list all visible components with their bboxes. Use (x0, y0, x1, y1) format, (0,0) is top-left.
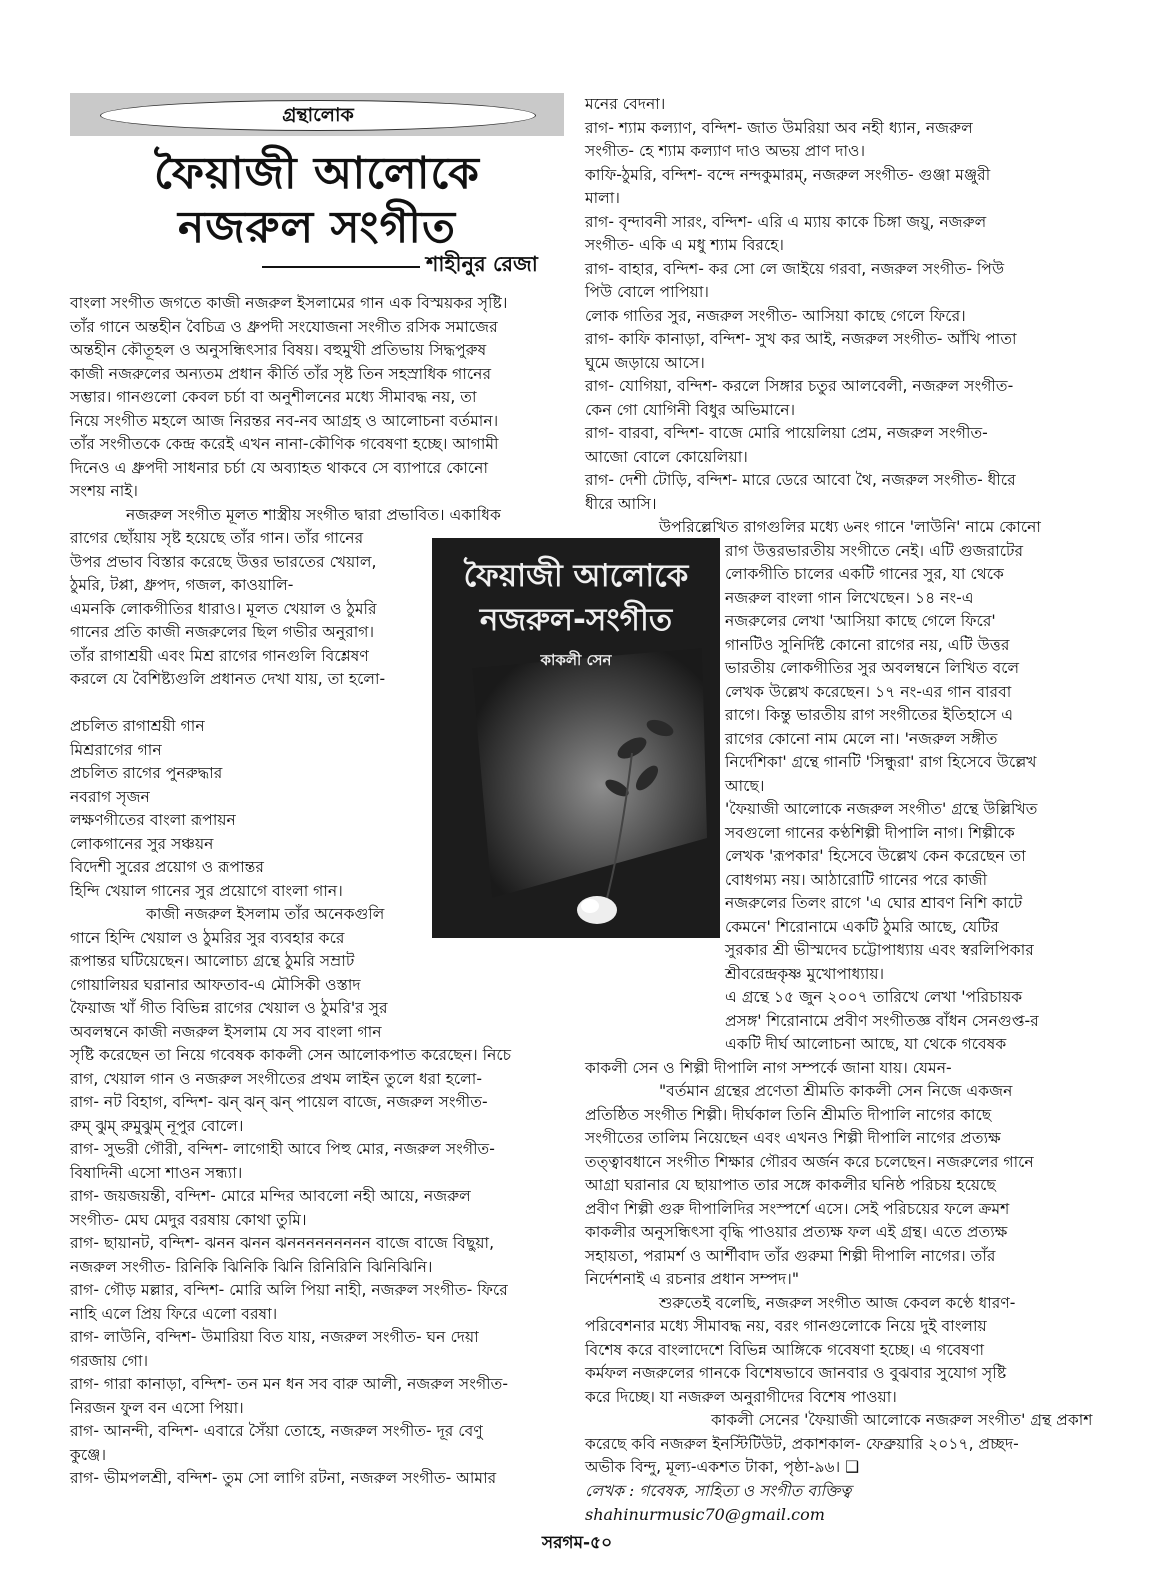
raga-line: লোক গাতির সুর, নজরুল সংগীত- আসিয়া কাছে গেলে ফিরে। (585, 306, 966, 325)
text-line: তাঁর সংগীতকে কেন্দ্র করেই এখন নানা-কৌণিক গবেষণা হচ্ছে। আগামী (70, 435, 499, 453)
text-line: বিশেষ করে বাংলাদেশে বিভিন্ন আঙ্গিকে গবেষণা হচ্ছে। এ গবেষণা (585, 1340, 985, 1359)
feature-item: মিশ্ররাগের গান (70, 740, 162, 759)
text-line: লেখক 'রূপকার' হিসেবে উল্লেখ কেন করেছেন তা (725, 847, 1026, 865)
text-line: গানটিও সুনির্দিষ্ট কোনো রাগের নয়, এটি উত্তর (725, 635, 1010, 654)
raga-line: রাগ- বারবা, বন্দিশ- বাজে মোরি পায়েলিয়া প্রেম, নজরুল সংগীত- (585, 424, 988, 442)
text-line: অভীক বিন্দু, মূল্য-একশত টাকা, পৃষ্ঠা-৯৬। ❑ (585, 1458, 860, 1476)
raga-line: সংগীত- একি এ মধু শ্যাম বিরহে। (585, 236, 784, 254)
quote-line: আগ্রা ঘরানার যে ছায়াপাত তার সঙ্গে কাকলীর ঘনিষ্ঠ পরিচয় হয়েছে (585, 1176, 996, 1194)
paragraph-2-first-line: নজরুল সংগীত মূলত শাস্ত্রীয় সংগীত দ্বারা প্রভাবিত। একাধিক (126, 505, 501, 524)
text-line: রাগ, খেয়াল গান ও নজরুল সংগীতের প্রথম লাইন তুলে ধরা হলো- (70, 1069, 482, 1088)
text-line: তাঁর রাগাশ্রয়ী এবং মিশ্র রাগের গানগুলি বিশ্লেষণ (70, 646, 369, 665)
quote-line: প্রবীণ শিল্পী গুরু দীপালিদির সংস্পর্শে এসে। সেই পরিচয়ের ফলে ক্রমশ (585, 1199, 1010, 1218)
raga-line: নিরজন ফুল বন এসো পিয়া। (70, 1398, 244, 1417)
raga-line: রাগ- বাহার, বন্দিশ- কর সো লে জাইয়ে গরবা, নজরুল সংগীত- পিউ (585, 259, 1005, 278)
raga-line: সংগীত- হে শ্যাম কল্যাণ দাও অভয় প্রাণ দাও। (585, 142, 866, 160)
text-line: সুরকার শ্রী ভীস্মদেব চট্টোপাধ্যায় এবং স্বরলিপিকার (725, 941, 1034, 959)
raga-line: কাফি-ঠুমরি, বন্দিশ- বন্দে নন্দকুমারম্, নজরুল সংগীত- গুঞ্জা মঞ্জুরী (585, 165, 991, 184)
text-line: বাংলা সংগীত জগতে কাজী নজরুল ইসলামের গান এক বিস্ময়কর সৃষ্টি। (70, 294, 508, 312)
text-line: গোয়ালিয়র ঘরানার আফতাব-এ মৌসিকী ওস্তাদ (70, 975, 361, 994)
feature-item: বিদেশী সুরের প্রয়োগ ও রূপান্তর (70, 858, 264, 876)
text-line: লোকগীতি চালের একটি গানের সুর, যা থেকে (725, 565, 1004, 583)
raga-list-right (585, 93, 1083, 516)
text-line: এমনকি লোকগীতির ধারাও। মূলত খেয়াল ও ঠুমরি (70, 599, 377, 618)
paragraph-c-first-line: কাকলী সেনের 'ফৈয়াজী আলোকে নজরুল সংগীত' গ্রন্থ প্রকাশ (711, 1411, 1093, 1429)
page-number: সরগম-৫০ (541, 1533, 613, 1553)
section-banner (70, 93, 564, 136)
raga-line: রাগ- ছায়ানট, বন্দিশ- ঝনন ঝনন ঝননননননননন বাজে বাজে বিছুয়া, (70, 1234, 495, 1252)
raga-line: রাগ- কাফি কানাড়া, বন্দিশ- সুখ কর আই, নজরুল সংগীত- আঁখি পাতা (585, 330, 1017, 348)
text-line: নিয়ে সংগীত মহলে আজ নিরন্তর নব-নব আগ্রহ ও আলোচনা বর্তমান। (70, 411, 499, 430)
text-line: 'ফৈয়াজী আলোকে নজরুল সংগীত' গ্রন্থে উল্লিখিত (725, 800, 1038, 818)
text-line: একটি দীর্ঘ আলোচনা আছে, যা থেকে গবেষক (725, 1035, 1007, 1053)
raga-line: গরজায় গো। (70, 1351, 149, 1370)
raga-list-left (70, 1091, 564, 1491)
raga-line: রাগ- শ্যাম কল্যাণ, বন্দিশ- জাত উমরিয়া অব নহী ধ্যান, নজরুল (585, 118, 973, 137)
right-column (585, 93, 1093, 1527)
text-line: তাঁর গানে অন্তহীন বৈচিত্র ও ধ্রুপদী সংযোজনা সংগীত রসিক সমাজের (70, 317, 498, 336)
raga-line: মনের বেদনা। (585, 95, 666, 113)
feature-list (70, 715, 564, 903)
raga-line: রুম্ ঝুম্ রুমুঝুম্ নূপুর বোলে। (70, 1116, 244, 1135)
text-line: গানে হিন্দি খেয়াল ও ঠুমরির সুর ব্যবহার করে (70, 928, 345, 947)
raga-line: রাগ- গৌড় মল্লার, বন্দিশ- মোরি অলি পিয়া নাহী, নজরুল সংগীত- ফিরে (70, 1281, 508, 1299)
text-line: ঠুমরি, টপ্পা, ধ্রুপদ, গজল, কাওয়ালি- (70, 576, 294, 594)
raga-line: রাগ- যোগিয়া, বন্দিশ- করলে সিঙ্গার চতুর আলবেলী, নজরুল সংগীত- (585, 377, 1014, 395)
raga-line: রাগ- জয়জয়ন্তী, বন্দিশ- মোরে মন্দির আবলো নহী আয়ে, নজরুল (70, 1187, 471, 1205)
book-cover-title-line1: ফৈয়াজী আলোকে (463, 558, 689, 594)
text-line: অন্তহীন কৌতূহল ও অনুসন্ধিৎসার বিষয়। বহুমুখী প্রতিভায় সিদ্ধপুরুষ (70, 341, 487, 359)
text-line: রাগের ছোঁয়ায় সৃষ্ট হয়েছে তাঁর গান। তাঁর গানের (70, 529, 364, 547)
article-title-line2: নজরুল সংগীত (178, 202, 456, 253)
text-line: নির্দেশিকা' গ্রন্থে গানটি 'সিন্ধুরা' রাগ হিসেবে উল্লেখ (725, 753, 1037, 771)
raga-line: ধীরে আসি। (585, 494, 657, 513)
raga-line: সংগীত- মেঘ মেদুর বরষায় কোথা তুমি। (70, 1210, 307, 1229)
text-line: এ গ্রন্থে ১৫ জুন ২০০৭ তারিখে লেখা 'পরিচায়ক (725, 988, 1023, 1006)
book-cover-author: কাকলী সেন (540, 651, 612, 669)
book-cover-title-line2: নজরুল-সংগীত (479, 602, 673, 638)
raga-line: নজরুল সংগীত- রিনিকি ঝিনিকি ঝিনি রিনিরিনি ঝিনিঝিনি। (70, 1257, 433, 1276)
raga-line: কেন গো যোগিনী বিধুর অভিমানে। (585, 400, 796, 419)
article-title-line1: ফৈয়াজী আলোকে (154, 148, 480, 199)
end-mark-icon: ❑ (840, 1458, 860, 1476)
raga-line: রাগ- নট বিহাগ, বন্দিশ- ঝন্ ঝন্ ঝন্ পায়েল বাজে, নজরুল সংগীত- (70, 1093, 488, 1111)
article-author: শাহীনুর রেজা (426, 252, 538, 276)
text-line: পরিবেশনার মধ্যে সীমাবদ্ধ নয়, বরং গানগুলোকে নিয়ে দুই বাংলায় (585, 1317, 987, 1335)
paragraph-a-wrapped (725, 540, 1083, 1057)
quote-line: সহায়তা, পরামর্শ ও আর্শীবাদ তাঁর গুরুমা শিল্পী দীপালি নাগের। তাঁর (585, 1246, 996, 1265)
quote-first-line: "বর্তমান গ্রন্থের প্রণেতা শ্রীমতি কাকলী সেন নিজে একজন (659, 1082, 1013, 1100)
text-line: গানের প্রতি কাজী নজরুলের ছিল গভীর অনুরাগ। (70, 623, 375, 641)
text-line: নজরুলের তিলং রাগে 'এ ঘোর শ্রাবণ নিশি কাটে (725, 894, 1023, 912)
raga-line: বিষাদিনী এসো শাওন সন্ধ্যা। (70, 1163, 243, 1182)
text-line: সংশয় নাই। (70, 482, 138, 500)
raga-line: রাগ- বৃন্দাবনী সারং, বন্দিশ- এরি এ ম্যায় কাকে চিঙ্গা জয়ু, নজরুল (585, 212, 987, 231)
text-line: উপর প্রভাব বিস্তার করেছে উত্তর ভারতের খেয়াল, (70, 552, 377, 571)
raga-line: রাগ- ভীমপলশ্রী, বন্দিশ- তুম সো লাগি রটনা, নজরুল সংগীত- আমার (70, 1469, 497, 1487)
text-line: নজরুল বাংলা গান লিখেছেন। ১৪ নং-এ (725, 588, 974, 607)
text-line: শ্রীবরেন্দ্রকৃষ্ণ মুখোপাধ্যায়। (725, 964, 885, 983)
intro-paragraph (70, 292, 564, 504)
feature-item: হিন্দি খেয়াল গানের সুর প্রয়োগে বাংলা গান। (70, 881, 343, 900)
raga-line: মালা। (585, 189, 620, 207)
left-column (70, 292, 564, 1491)
paragraph-a-full: কাকলী সেন ও শিল্পী দীপালি নাগ সম্পর্কে জানা যায়। যেমন- (585, 1058, 952, 1077)
text-line: সবগুলো গানের কণ্ঠশিল্পী দীপালি নাগ। শিল্পীকে (725, 823, 1015, 842)
text-line: সম্ভার। গানগুলো কেবল চর্চা বা অনুশীলনের মধ্যে সীমাবদ্ধ নয়, তা (70, 388, 477, 406)
text-line: কেমনে' শিরোনামে একটি ঠুমরি আছে, যেটির (725, 917, 999, 936)
text-line: রাগ উত্তরভারতীয় সংগীতে নেই। এটি গুজরাটের (725, 541, 1024, 560)
paragraph-b-first-line: শুরুতেই বলেছি, নজরুল সংগীত আজ কেবল কণ্ঠে ধারণ- (659, 1293, 1016, 1312)
raga-line: কুঞ্জে। (70, 1445, 107, 1464)
text-line: দিনেও এ ধ্রুপদী সাধনার চর্চা যে অব্যাহত থাকবে সে ব্যাপারে কোনো (70, 458, 488, 477)
byline-rule (262, 266, 420, 268)
text-line: প্রসঙ্গ' শিরোনামে প্রবীণ সংগীতজ্ঞ বাঁধন সেনগুপ্ত-র (725, 1011, 1039, 1030)
feature-item: প্রচলিত রাগাশ্রয়ী গান (70, 717, 205, 735)
text-line: রাগের কোনো নাম মেলে না। 'নজরুল সঙ্গীত (725, 729, 998, 748)
paragraph-2-wrapped (70, 527, 422, 692)
text-line: কাজী নজরুলের অন্যতম প্রধান কীর্তি তাঁর সৃষ্ট তিন সহস্রাধিক গানের (70, 364, 492, 383)
raga-line: নাহি এলে প্রিয় ফিরে এলো বরষা। (70, 1304, 278, 1323)
raga-line: রাগ- সুভরী গৌরী, বন্দিশ- লাগোহী আবে পিহু মোর, নজরুল সংগীত- (70, 1140, 495, 1158)
feature-item: লক্ষণগীতের বাংলা রূপায়ন (70, 811, 236, 829)
text-line: নজরুলের লেখা 'আসিয়া কাছে গেলে ফিরে' (725, 612, 996, 630)
raga-line: পিউ বোলে পাপিয়া। (585, 283, 709, 301)
feature-item: প্রচলিত রাগের পুনরুদ্ধার (70, 764, 223, 782)
text-line: করলে যে বৈশিষ্ট্যগুলি প্রধানত দেখা যায়, তা হলো- (70, 670, 386, 688)
text-line: কর্মফল নজরুলের গানকে বিশেষভাবে জানবার ও বুঝবার সুযোগ সৃষ্টি (585, 1364, 1007, 1382)
text-line: বোধগম্য নয়। আঠারোটি গানের পরে কাজী (725, 870, 988, 889)
text-line: রাগে। কিন্তু ভারতীয় রাগ সংগীতের ইতিহাসে এ (725, 706, 1014, 724)
paragraph-c (585, 1433, 1083, 1480)
text-line: ভারতীয় লোকগীতির সুর অবলম্বনে লিখিত বলে (725, 659, 1020, 677)
quote-line: নির্দেশনাই এ রচনার প্রধান সম্পদ।" (585, 1270, 800, 1288)
text-line: সৃষ্টি করেছেন তা নিয়ে গবেষক কাকলী সেন আলোকপাত করেছেন। নিচে (70, 1046, 512, 1064)
paragraph-a-first-line: উপরিল্লেখিত রাগগুলির মধ্যে ৬নং গানে 'লাউনি' নামে কোনো (659, 518, 1041, 536)
quote-line: তত্ত্বাবধানে সংগীত শিক্ষার গৌরব অর্জন করে চলেছেন। নজরুলের গানে (585, 1152, 1034, 1171)
feature-item: লোকগানের সুর সঞ্চয়ন (70, 834, 214, 853)
author-signature-role: লেখক : গবেষক, সাহিত্য ও সংগীত ব্যক্তিত্ব (585, 1481, 852, 1500)
feature-item: নবরাগ সৃজন (70, 787, 150, 806)
raga-line: রাগ- দেশী টোড়ি, বন্দিশ- মারে ডেরে আবো থৈ, নজরুল সংগীত- ধীরে (585, 471, 1016, 489)
text-line: লেখক উল্লেখ করেছেন। ১৭ নং-এর গান বারবা (725, 682, 1012, 701)
text-line: করে দিচ্ছে। যা নজরুল অনুরাগীদের বিশেষ পাওয়া। (585, 1387, 897, 1406)
paragraph-3-full (70, 1044, 564, 1091)
paragraph-3-wrapped (70, 927, 422, 1045)
raga-line: ঘুমে জড়ায়ে আসে। (585, 353, 705, 372)
quote-line: প্রতিষ্ঠিত সংগীত শিল্পী। দীর্ঘকাল তিনি শ্রীমতি দীপালি নাগের কাছে (585, 1105, 992, 1124)
text-line: ফৈয়াজ খাঁ গীত বিভিন্ন রাগের খেয়াল ও ঠুমরি'র সুর (70, 999, 388, 1017)
quote-block (585, 1104, 1083, 1292)
text-line: অবলম্বনে কাজী নজরুল ইসলাম যে সব বাংলা গান (70, 1022, 382, 1041)
paragraph-3-first-line: কাজী নজরুল ইসলাম তাঁর অনেকগুলি (146, 905, 385, 923)
section-label: গ্রন্থালোক (100, 100, 536, 131)
paragraph-b (585, 1315, 1083, 1409)
quote-line: সংগীতের তালিম নিয়েছেন এবং এখনও শিল্পী দীপালি নাগের প্রত্যক্ষ (585, 1129, 1001, 1147)
raga-line: রাগ- লাউনি, বন্দিশ- উমারিয়া বিত যায়, নজরুল সংগীত- ঘন দেয়া (70, 1328, 479, 1346)
raga-line: রাগ- গারা কানাড়া, বন্দিশ- তন মন ধন সব বারু আলী, নজরুল সংগীত- (70, 1375, 508, 1393)
raga-line: আজো বোলে কোয়েলিয়া। (585, 447, 748, 466)
text-line: আছে। (725, 776, 765, 795)
text-line: রূপান্তর ঘটিয়েছেন। আলোচ্য গ্রন্থে ঠুমরি সম্রাট (70, 952, 355, 970)
author-signature-email: shahinurmusic70@gmail.com (585, 1505, 825, 1524)
quote-line: কাকলীর অনুসন্ধিৎসা বৃদ্ধি পাওয়ার প্রত্যক্ষ ফল এই গ্রন্থ। এতে প্রত্যক্ষ (585, 1223, 1008, 1241)
raga-line: রাগ- আনন্দী, বন্দিশ- এবারে সৈঁয়া তোহে, নজরুল সংগীত- দূর বেণু (70, 1422, 483, 1440)
text-line: করেছে কবি নজরুল ইনস্টিটিউট, প্রকাশকাল- ফেব্রুয়ারি ২০১৭, প্রচ্ছদ- (585, 1434, 1019, 1453)
